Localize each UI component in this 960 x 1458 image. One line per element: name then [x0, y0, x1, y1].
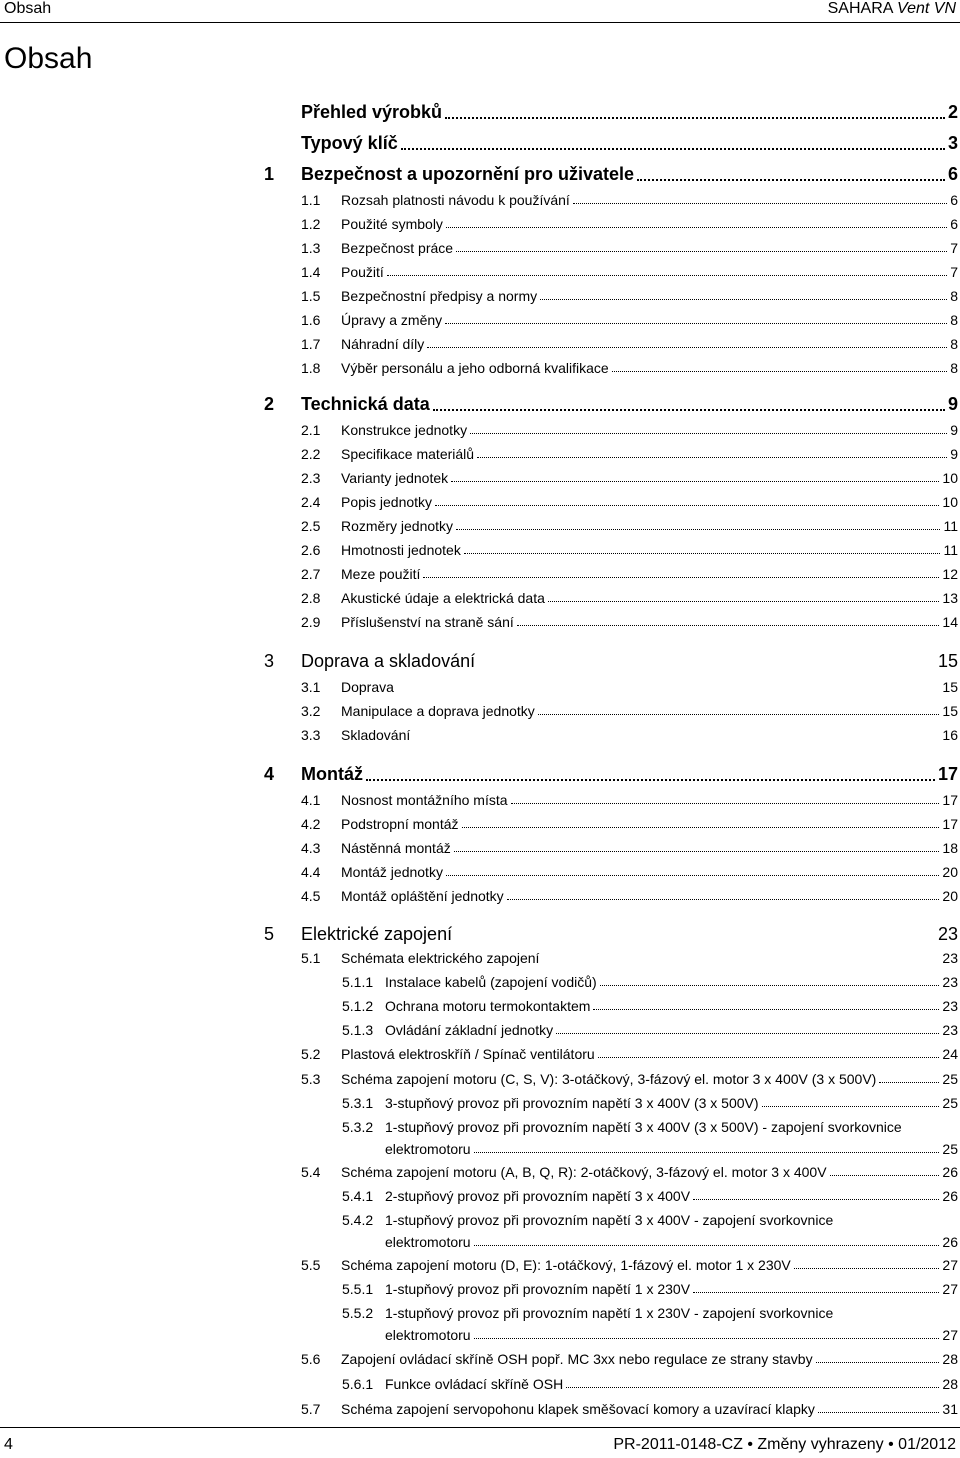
toc-entry-number: 5.5	[301, 1257, 321, 1273]
toc-entry-title: Použití	[341, 264, 384, 280]
toc-entry-number: 1.3	[301, 240, 321, 256]
toc-entry-number: 1.8	[301, 360, 321, 376]
dot-leader	[830, 1175, 940, 1176]
toc-entry[interactable]	[301, 1164, 958, 1181]
toc-entry[interactable]	[301, 133, 958, 155]
toc-entry-title: Zapojení ovládací skříně OSH popř. MC 3xx nebo regulace ze strany stavby	[341, 1351, 813, 1367]
toc-entry-title: Výběr personálu a jeho odborná kvalifikace	[341, 360, 609, 376]
toc-entry[interactable]	[264, 764, 958, 786]
toc-entry-page: 20	[942, 888, 958, 904]
toc-entry-title-continuation: elektromotoru	[385, 1234, 471, 1250]
header-product-name	[828, 0, 956, 18]
dot-leader	[598, 1057, 940, 1058]
toc-entry-title: Rozsah platnosti návodu k používání	[341, 192, 570, 208]
toc-entry-page: 23	[942, 1022, 958, 1038]
toc-entry[interactable]	[301, 1257, 958, 1274]
dot-leader	[762, 1106, 940, 1107]
toc-entry-page: 6	[947, 164, 958, 184]
toc-entry-number: 2	[264, 394, 275, 414]
toc-entry-page: 24	[942, 1046, 958, 1062]
toc-entry-title: Skladování	[341, 727, 411, 743]
toc-entry-page: 11	[943, 518, 958, 534]
toc-entry[interactable]	[264, 394, 958, 416]
toc-entry-title: Meze použití	[341, 566, 421, 582]
toc-entry[interactable]	[301, 590, 958, 607]
toc-entry-page: 9	[950, 446, 958, 462]
toc-entry-number: 4.4	[301, 864, 321, 880]
toc-entry[interactable]	[301, 816, 958, 833]
toc-entry-title: Schéma zapojení servopohonu klapek směšovací komory a uzavírací klapky	[341, 1401, 815, 1417]
header-brand: SAHARA	[827, 0, 893, 17]
toc-entry[interactable]	[342, 1281, 958, 1298]
toc-entry-number: 5.3.1	[342, 1095, 374, 1111]
toc-entry-number: 2.7	[301, 566, 321, 582]
dot-leader	[446, 875, 939, 876]
dot-leader	[693, 1292, 939, 1293]
toc-entry[interactable]	[301, 240, 958, 257]
toc-entry[interactable]	[342, 1022, 958, 1039]
dot-leader	[548, 601, 940, 602]
toc-entry-number: 1.5	[301, 288, 321, 304]
toc-entry-number: 5.4	[301, 1164, 321, 1180]
dot-leader	[470, 433, 947, 434]
toc-entry-title: Podstropní montáž	[341, 816, 459, 832]
toc-entry-page: 23	[937, 924, 958, 944]
toc-entry[interactable]	[301, 264, 958, 281]
toc-entry[interactable]	[301, 888, 958, 905]
toc-entry[interactable]	[301, 422, 958, 439]
toc-entry-title: Použité symboly	[341, 216, 443, 232]
toc-entry-number: 1.2	[301, 216, 321, 232]
toc-entry[interactable]	[301, 470, 958, 487]
toc-entry-number: 4.2	[301, 816, 321, 832]
toc-entry-page: 20	[942, 864, 958, 880]
dot-leader	[566, 1387, 939, 1388]
toc-entry-page: 25	[942, 1095, 958, 1111]
toc-entry[interactable]	[301, 792, 958, 809]
dot-leader	[693, 1199, 939, 1200]
toc-entry-page: 27	[942, 1257, 958, 1273]
toc-entry-number: 2.2	[301, 446, 321, 462]
toc-entry[interactable]	[342, 1305, 958, 1322]
toc-entry-title-continuation: elektromotoru	[385, 1141, 471, 1157]
toc-entry-page: 26	[942, 1164, 958, 1180]
toc-entry-title: Schéma zapojení motoru (A, B, Q, R): 2-otáčkový, 3-fázový el. motor 3 x 400V	[341, 1164, 827, 1180]
dot-leader	[474, 1338, 940, 1339]
dot-leader	[593, 1009, 939, 1010]
dot-leader	[600, 985, 940, 986]
toc-entry-page: 17	[942, 792, 958, 808]
dot-leader	[462, 827, 940, 828]
toc-entry-number: 2.4	[301, 494, 321, 510]
footer-document-id: PR-2011-0148-CZ • Změny vyhrazeny • 01/2012	[613, 1436, 956, 1453]
dot-leader	[474, 1245, 940, 1246]
toc-entry-title: Specifikace materiálů	[341, 446, 475, 462]
toc-entry[interactable]	[342, 998, 958, 1015]
dot-leader	[816, 1362, 940, 1363]
dot-leader	[556, 1033, 939, 1034]
toc-entry[interactable]	[342, 1376, 958, 1393]
toc-entry-number: 3.2	[301, 703, 321, 719]
dot-leader	[879, 1082, 939, 1083]
toc-entry-title: Nástěnná montáž	[341, 840, 451, 856]
toc-entry-page: 15	[937, 651, 958, 671]
toc-entry[interactable]	[301, 703, 958, 720]
toc-entry-page: 15	[942, 703, 958, 719]
toc-entry[interactable]	[301, 1046, 958, 1063]
toc-entry-title: Příslušenství na straně sání	[341, 614, 514, 630]
toc-entry-number: 5.7	[301, 1401, 321, 1417]
toc-entry-title: Přehled výrobků	[301, 102, 443, 122]
toc-entry-title: Úpravy a změny	[341, 312, 443, 328]
dot-leader	[445, 117, 945, 119]
toc-entry-number: 5.5.2	[342, 1305, 374, 1321]
toc-entry-title: Ovládání základní jednotky	[385, 1022, 554, 1038]
toc-entry-page: 25	[942, 1071, 958, 1087]
toc-entry[interactable]	[301, 518, 958, 535]
toc-entry[interactable]	[264, 924, 958, 946]
toc-entry-title: Konstrukce jednotky	[341, 422, 468, 438]
toc-entry-page: 26	[942, 1188, 958, 1204]
toc-entry-title: Bezpečnost a upozornění pro uživatele	[301, 164, 635, 184]
toc-entry-number: 3.1	[301, 679, 321, 695]
toc-entry-continuation[interactable]	[385, 1327, 958, 1344]
toc-entry-number: 2.3	[301, 470, 321, 486]
toc-entry-number: 2.8	[301, 590, 321, 606]
toc-entry-page: 8	[950, 360, 958, 376]
toc-entry-page: 23	[942, 998, 958, 1014]
page-title: Obsah	[4, 42, 93, 75]
dot-leader	[477, 457, 947, 458]
dot-leader	[794, 1268, 940, 1269]
toc-entry-continuation[interactable]	[385, 1141, 958, 1158]
toc-entry-page: 27	[942, 1327, 958, 1343]
toc-entry-page: 8	[950, 336, 958, 352]
dot-leader	[540, 299, 947, 300]
toc-entry[interactable]	[301, 336, 958, 353]
header-rule	[0, 22, 960, 23]
toc-entry-number: 3.3	[301, 727, 321, 743]
toc-entry-page: 8	[950, 312, 958, 328]
dot-leader	[507, 899, 940, 900]
toc-entry-number: 5.6	[301, 1351, 321, 1367]
toc-entry-page: 31	[942, 1401, 958, 1417]
toc-entry-title: Varianty jednotek	[341, 470, 449, 486]
toc-entry-title: Bezpečnostní předpisy a normy	[341, 288, 538, 304]
toc-entry-number: 5.6.1	[342, 1376, 374, 1392]
toc-entry-page: 23	[942, 950, 958, 966]
toc-entry-page: 7	[950, 264, 958, 280]
dot-leader	[464, 553, 941, 554]
toc-entry[interactable]	[301, 446, 958, 463]
toc-entry-title: Doprava a skladování	[301, 651, 476, 671]
toc-entry-title: 2-stupňový provoz při provozním napětí 3 x 400V	[385, 1188, 691, 1204]
toc-entry[interactable]	[301, 1351, 958, 1368]
dot-leader	[366, 779, 935, 781]
dot-leader	[474, 1152, 940, 1153]
dot-leader	[456, 251, 947, 252]
dot-leader	[637, 179, 945, 181]
toc-entry[interactable]	[301, 566, 958, 583]
toc-entry-title: 1-stupňový provoz při provozním napětí 1 x 230V - zapojení svorkovnice	[385, 1305, 834, 1321]
toc-entry[interactable]	[342, 974, 958, 991]
toc-entry-page: 2	[947, 102, 958, 122]
dot-leader	[612, 371, 947, 372]
toc-entry-number: 1	[264, 164, 275, 184]
toc-entry-title-continuation: elektromotoru	[385, 1327, 471, 1343]
toc-entry-title: 3-stupňový provoz při provozním napětí 3 x 400V (3 x 500V)	[385, 1095, 759, 1111]
toc-entry-page: 13	[942, 590, 958, 606]
toc-entry-number: 5.1.2	[342, 998, 374, 1014]
toc-entry-page: 6	[950, 216, 958, 232]
toc-entry[interactable]	[342, 1095, 958, 1112]
toc-entry-page: 23	[942, 974, 958, 990]
toc-entry-page: 27	[942, 1281, 958, 1297]
footer-rule	[0, 1427, 960, 1428]
toc-entry-title: Schéma zapojení motoru (D, E): 1-otáčkový, 1-fázový el. motor 1 x 230V	[341, 1257, 791, 1273]
toc-entry-continuation[interactable]	[385, 1234, 958, 1251]
toc-entry-number: 4.3	[301, 840, 321, 856]
toc-entry-page: 26	[942, 1234, 958, 1250]
dot-leader	[445, 323, 947, 324]
toc-entry[interactable]	[301, 312, 958, 329]
toc-entry-title: Technická data	[301, 394, 430, 414]
toc-entry-page: 16	[942, 727, 958, 743]
dot-leader	[456, 529, 940, 530]
toc-entry[interactable]	[342, 1188, 958, 1205]
toc-entry-page: 10	[942, 494, 958, 510]
toc-entry-number: 2.6	[301, 542, 321, 558]
toc-entry[interactable]	[301, 1071, 958, 1088]
toc-entry[interactable]	[301, 216, 958, 233]
toc-entry-title: 1-stupňový provoz při provozním napětí 1 x 230V	[385, 1281, 691, 1297]
toc-entry-number: 5.1	[301, 950, 321, 966]
toc-entry-page: 10	[942, 470, 958, 486]
toc-entry-page: 17	[937, 764, 958, 784]
toc-entry-title: Doprava	[341, 679, 394, 695]
toc-entry-title: Manipulace a doprava jednotky	[341, 703, 535, 719]
toc-entry-title: Elektrické zapojení	[301, 924, 453, 944]
header-section-title: Obsah	[4, 0, 52, 17]
dot-leader	[401, 148, 945, 150]
toc-entry[interactable]	[301, 950, 958, 967]
toc-entry[interactable]	[301, 360, 958, 377]
toc-entry[interactable]	[301, 1401, 958, 1418]
toc-entry-number: 5.1.1	[342, 974, 374, 990]
toc-entry-page: 8	[950, 288, 958, 304]
toc-entry[interactable]	[301, 102, 958, 124]
toc-entry-number: 4.1	[301, 792, 321, 808]
toc-entry-page: 25	[942, 1141, 958, 1157]
toc-entry-title: Rozměry jednotky	[341, 518, 454, 534]
toc-entry-number: 4	[264, 764, 275, 784]
toc-entry-title: Bezpečnost práce	[341, 240, 454, 256]
dot-leader	[573, 203, 947, 204]
toc-entry-page: 14	[942, 614, 958, 630]
dot-leader	[423, 577, 939, 578]
toc-entry-page: 28	[942, 1376, 958, 1392]
toc-entry-page: 7	[950, 240, 958, 256]
toc-entry-page: 12	[942, 566, 958, 582]
toc-entry-number: 2.9	[301, 614, 321, 630]
toc-entry-page: 6	[950, 192, 958, 208]
toc-entry-page: 9	[950, 422, 958, 438]
toc-entry-page: 9	[947, 394, 958, 414]
toc-entry-title: Plastová elektroskříň / Spínač ventilátoru	[341, 1046, 595, 1062]
dot-leader	[451, 481, 939, 482]
toc-entry-title: Nosnost montážního místa	[341, 792, 508, 808]
toc-entry-title: Montáž jednotky	[341, 864, 443, 880]
toc-entry-title: Funkce ovládací skříně OSH	[385, 1376, 564, 1392]
toc-entry-number: 5.5.1	[342, 1281, 374, 1297]
toc-entry-number: 5.1.3	[342, 1022, 374, 1038]
toc-entry[interactable]	[301, 679, 958, 696]
toc-entry-title: Montáž opláštění jednotky	[341, 888, 504, 904]
toc-entry-title: Instalace kabelů (zapojení vodičů)	[385, 974, 597, 990]
toc-entry-title: Hmotnosti jednotek	[341, 542, 461, 558]
toc-entry-number: 2.5	[301, 518, 321, 534]
toc-entry-number: 5.4.1	[342, 1188, 374, 1204]
toc-entry-number: 1.4	[301, 264, 321, 280]
toc-entry-title: Schéma zapojení motoru (C, S, V): 3-otáčkový, 3-fázový el. motor 3 x 400V (3 x 500V)	[341, 1071, 877, 1087]
toc-entry-page: 17	[942, 816, 958, 832]
toc-entry[interactable]	[301, 192, 958, 209]
toc-entry-title: Náhradní díly	[341, 336, 425, 352]
dot-leader	[435, 505, 939, 506]
toc-entry[interactable]	[264, 651, 958, 673]
dot-leader	[511, 803, 940, 804]
toc-entry-page: 15	[942, 679, 958, 695]
toc-entry-title: 1-stupňový provoz při provozním napětí 3 x 400V (3 x 500V) - zapojení svorkovnice	[385, 1119, 902, 1135]
toc-entry-page: 18	[942, 840, 958, 856]
toc-entry[interactable]	[301, 840, 958, 857]
toc-entry[interactable]	[301, 288, 958, 305]
dot-leader	[433, 409, 945, 411]
toc-entry-number: 3	[264, 651, 275, 671]
toc-entry-number: 5.4.2	[342, 1212, 374, 1228]
toc-entry-title: Typový klíč	[301, 133, 398, 153]
toc-entry-number: 2.1	[301, 422, 321, 438]
toc-entry[interactable]	[301, 614, 958, 631]
toc-entry-number: 5.3	[301, 1071, 321, 1087]
dot-leader	[538, 714, 940, 715]
toc-entry-page: 11	[943, 542, 958, 558]
toc-entry[interactable]	[301, 727, 958, 744]
toc-entry-page: 3	[947, 133, 958, 153]
dot-leader	[517, 625, 940, 626]
toc-entry-number: 1.7	[301, 336, 321, 352]
toc-entry-number: 4.5	[301, 888, 321, 904]
toc-entry-number: 5.2	[301, 1046, 321, 1062]
dot-leader	[387, 275, 947, 276]
toc-entry[interactable]	[301, 864, 958, 881]
toc-entry-number: 5.3.2	[342, 1119, 374, 1135]
toc-entry-number: 1.1	[301, 192, 321, 208]
toc-entry-title: Popis jednotky	[341, 494, 433, 510]
toc-entry-title: Montáž	[301, 764, 363, 784]
toc-entry-title: 1-stupňový provoz při provozním napětí 3 x 400V - zapojení svorkovnice	[385, 1212, 834, 1228]
toc-entry-title: Ochrana motoru termokontaktem	[385, 998, 591, 1014]
toc-entry[interactable]	[264, 164, 958, 186]
toc-entry[interactable]	[342, 1119, 958, 1136]
toc-entry[interactable]	[342, 1212, 958, 1229]
toc-entry-page: 28	[942, 1351, 958, 1367]
dot-leader	[427, 347, 947, 348]
toc-entry[interactable]	[301, 542, 958, 559]
header-brand-model: Vent VN	[897, 0, 956, 17]
footer-page-number: 4	[4, 1436, 13, 1453]
toc-entry-title: Schémata elektrického zapojení	[341, 950, 540, 966]
dot-leader	[818, 1412, 940, 1413]
toc-entry-title: Akustické údaje a elektrická data	[341, 590, 545, 606]
dot-leader	[446, 227, 947, 228]
toc-entry-number: 5	[264, 924, 275, 944]
dot-leader	[454, 851, 940, 852]
toc-entry[interactable]	[301, 494, 958, 511]
toc-entry-number: 1.6	[301, 312, 321, 328]
